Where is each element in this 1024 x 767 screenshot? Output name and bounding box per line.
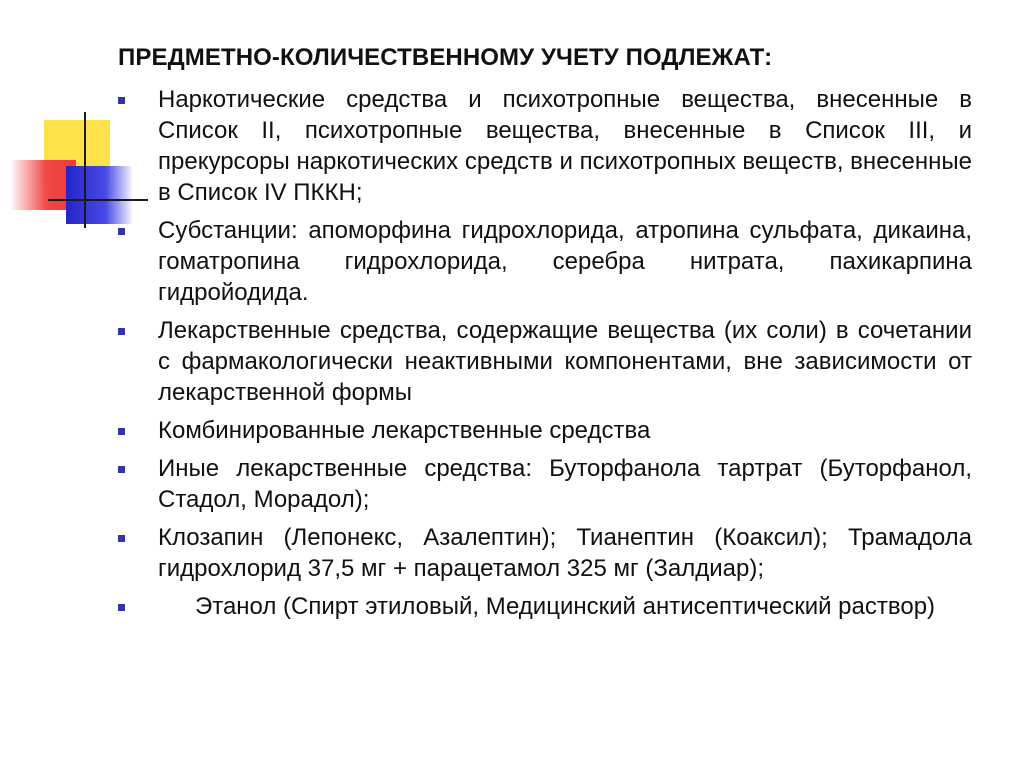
- list-item: [116, 415, 972, 446]
- list-item: [116, 522, 972, 584]
- list-item-text: Этанол (Спирт этиловый, Медицинский антисептический раствор): [194, 593, 936, 620]
- decorative-vertical-line: [84, 112, 86, 228]
- slide-title: ПРЕДМЕТНО-КОЛИЧЕСТВЕННОМУ УЧЕТУ ПОДЛЕЖАТ:: [118, 44, 773, 71]
- square-bullet-icon: [118, 428, 125, 435]
- square-bullet-icon: [118, 604, 125, 611]
- square-bullet-icon: [118, 328, 125, 335]
- list-item-text: Иные лекарственные средства: Буторфанола тартрат (Буторфанол, Стадол, Морадол);: [158, 455, 972, 513]
- list-item: [116, 591, 972, 622]
- list-item: [116, 453, 972, 515]
- list-item: [116, 315, 972, 408]
- square-bullet-icon: [118, 535, 125, 542]
- bullet-list: [116, 84, 972, 629]
- list-item-text: Комбинированные лекарственные средства: [158, 417, 651, 444]
- list-item-text: Наркотические средства и психотропные вещества, внесенные в Список II, психотропные вещества, внесенные в Список III, и прекурсоры наркотических средств и психотропных веществ, внесенные в Список IV ПККН;: [158, 86, 972, 206]
- list-item-text: Лекарственные средства, содержащие вещества (их соли) в сочетании с фармакологически неактивными компонентами, вне зависимости от лекарственной формы: [158, 317, 972, 406]
- list-item: [116, 84, 972, 208]
- square-bullet-icon: [118, 97, 125, 104]
- square-bullet-icon: [118, 228, 125, 235]
- list-item-text: Субстанции: апоморфина гидрохлорида, атропина сульфата, дикаина, гоматропина гидрохлорида, серебра нитрата, пахикарпина гидройодида.: [158, 217, 972, 306]
- list-item-text: Клозапин (Лепонекс, Азалептин); Тианептин (Коаксил); Трамадола гидрохлорид 37,5 мг + парацетамол 325 мг (Залдиар);: [158, 524, 972, 582]
- list-item: [116, 215, 972, 308]
- square-bullet-icon: [118, 466, 125, 473]
